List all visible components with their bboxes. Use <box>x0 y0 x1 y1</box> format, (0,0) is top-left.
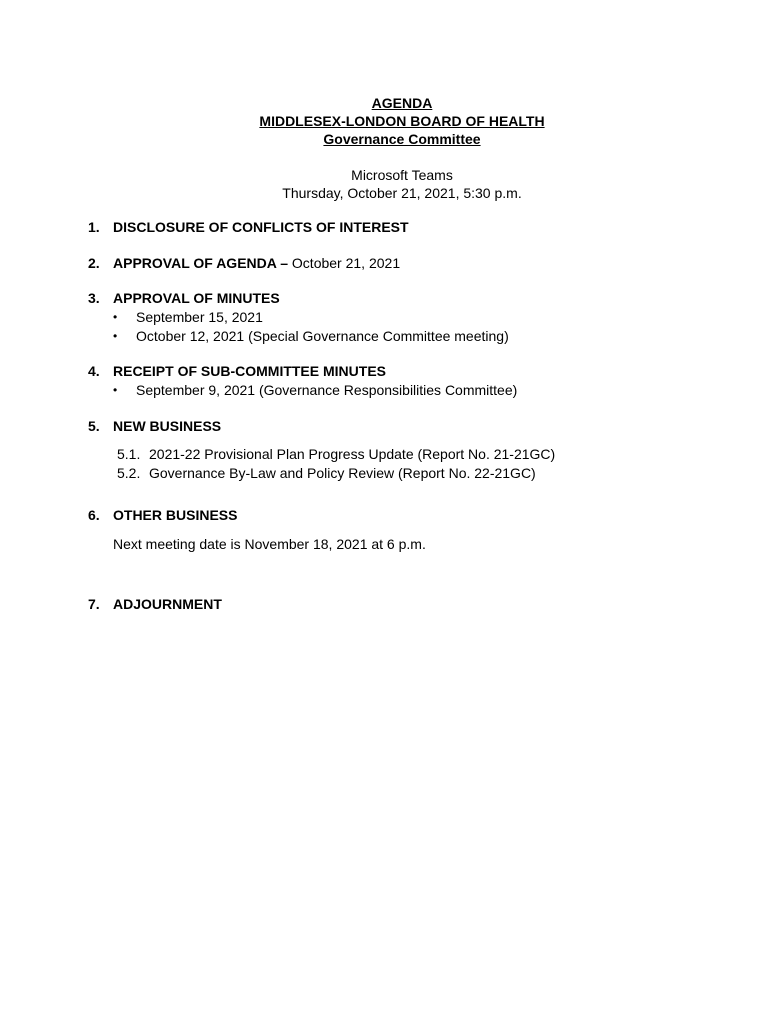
bullet-icon: • <box>113 329 118 343</box>
item-text: Governance By-Law and Policy Review (Report No. 22-21GC) <box>149 465 536 481</box>
section-4 <box>88 362 730 400</box>
section-number: 4. <box>88 363 100 379</box>
board-name: MIDDLESEX-LONDON BOARD OF HEALTH <box>259 113 545 129</box>
item-text: 2021-22 Provisional Plan Progress Update (Report No. 21-21GC) <box>149 446 556 462</box>
section-title: ADJOURNMENT <box>113 596 222 612</box>
agenda-title: AGENDA <box>371 95 433 111</box>
section-number: 5. <box>88 418 100 434</box>
section-number: 2. <box>88 255 100 271</box>
list-item: • September 15, 2021 <box>113 309 263 325</box>
section-number: 1. <box>88 219 100 235</box>
minutes-list <box>88 308 730 346</box>
section-title: APPROVAL OF MINUTES <box>113 290 280 306</box>
sub-committee-list <box>88 381 730 400</box>
next-meeting-note: Next meeting date is November 18, 2021 at 6 p.m. <box>113 536 426 552</box>
meeting-location: Microsoft Teams <box>351 167 453 183</box>
committee-name: Governance Committee <box>323 131 481 147</box>
bullet-icon: • <box>113 383 118 397</box>
section-title: RECEIPT OF SUB-COMMITTEE MINUTES <box>113 363 386 379</box>
list-item: • September 9, 2021 (Governance Responsibilities Committee) <box>113 382 518 398</box>
section-number: 7. <box>88 596 100 612</box>
agenda-header <box>0 94 770 202</box>
agenda-date: October 21, 2021 <box>288 255 401 271</box>
list-item: • October 12, 2021 (Special Governance Committee meeting) <box>113 328 509 344</box>
section-1 <box>88 218 730 237</box>
list-item <box>88 464 730 483</box>
new-business-list <box>88 445 730 483</box>
section-6 <box>88 506 730 554</box>
item-number: 5.2. <box>117 465 141 481</box>
section-5 <box>88 417 730 483</box>
section-title: OTHER BUSINESS <box>113 507 238 523</box>
meeting-datetime: Thursday, October 21, 2021, 5:30 p.m. <box>282 185 522 201</box>
section-2 <box>88 254 730 273</box>
section-7 <box>88 595 730 614</box>
section-number: 3. <box>88 290 100 306</box>
list-item <box>88 445 730 464</box>
section-3 <box>88 289 730 346</box>
section-title: NEW BUSINESS <box>113 418 222 434</box>
bullet-icon: • <box>113 310 118 324</box>
section-title: APPROVAL OF AGENDA – <box>113 255 289 271</box>
item-number: 5.1. <box>117 446 141 462</box>
section-title: DISCLOSURE OF CONFLICTS OF INTEREST <box>113 219 409 235</box>
section-number: 6. <box>88 507 100 523</box>
